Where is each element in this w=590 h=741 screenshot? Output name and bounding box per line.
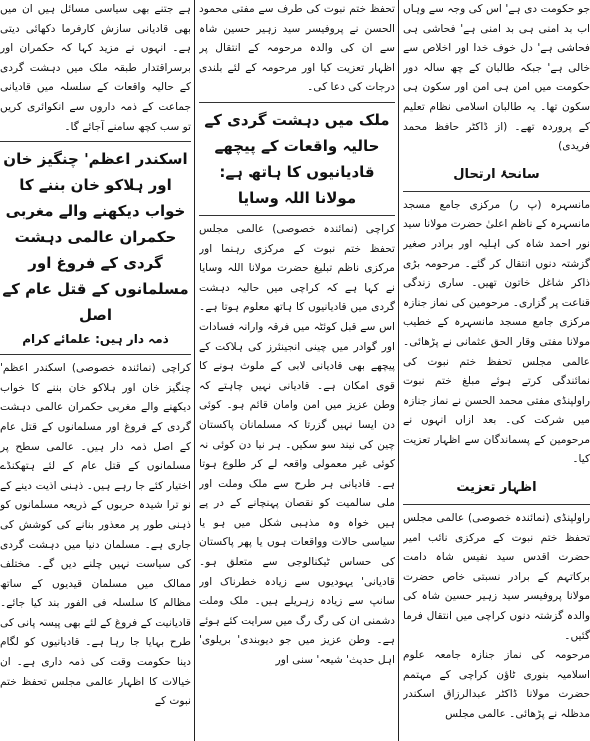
section-heading: سانحۂ ارتحال xyxy=(453,166,540,182)
column-rule xyxy=(398,0,399,741)
article-paragraph: کراچی (نمائندہ خصوصی) اسکندر اعظم' چنگیز خان اور ہلاکو خان بننے کا خواب دیکھنے والے مغربی حکمران عالمی دہشت گردی کے فروغ اور مسلمانوں کے قتل عام کے اصل ذمہ دار ہیں۔ عالمی سطح پر مسلمانوں کے قتل عام کے لئے ہتھکنڈے اختیار کئے جا رہے ہیں۔ ذہنی اذیت دینے کے نو ترا شیدہ حربوں کے ذریعہ مسلمانوں کو ذہنی طور پر معذور بنانے کی کوشش کی جاری ہے۔ مسلمان دنیا میں دہشت گردی کی سیاست نہیں چلنے دیں گے۔ مختلف ممالک میں مسلمان قیدیوں کے ساتھ مظالم کا سلسلہ فی الفور بند کیا جائے۔ قادیانیت کے فروغ کے لئے بھی پیسہ پانی کی طرح بہایا جا رہا ہے۔ قادیانیوں کو لگام دینا حکومت وقت کی ذمہ داری ہے۔ ان خیالات کا اظہار عالمی مجلس تحفظ ختم نبوت کے xyxy=(0,362,191,708)
divider xyxy=(403,191,590,192)
article-paragraph: ہے جتنے بھی سیاسی مسائل ہیں ان میں بھی قادیانی سازش کارفرما دکھائی دیتی ہے۔ انہوں نے مزید کہا کہ حکمران اور برسراقتدار طبقہ ملک میں دہشت گردی کے حالیہ واقعات کے سلسلہ میں قادیانی جماعت کے ذمہ داروں سے انکوائری کریں تو سب کچھ سامنے آجائے گا۔ xyxy=(0,3,191,133)
column-rule xyxy=(194,0,195,741)
divider xyxy=(0,354,191,355)
headline: اسکندر اعظم' چنگیز خان اور ہلاکو خان بننے کا خواب دیکھنے والے مغربی حکمران عالمی دہشت گردی کے فروغ اور مسلمانوں کے قتل عام کے اصل xyxy=(2,150,189,325)
column-middle xyxy=(199,0,395,741)
divider xyxy=(199,102,395,103)
section-heading: اظہار تعزیت xyxy=(456,480,537,496)
article-paragraph: تحفظ ختم نبوت کی طرف سے مفتی محمود الحسن نے پروفیسر سید زہیر حسین شاہ سے ان کی والدہ مرحومہ کے انتقال پر اظہار تعزیت کیا اور مرحومہ کے لئے بلندی درجات کی دعا کی۔ xyxy=(199,3,395,94)
article-paragraph: مانسہرہ (پ ر) مرکزی جامع مسجد مانسہرہ کے ناظم اعلیٰ حضرت مولانا سید نور احمد شاہ کی اہلیہ اور برادر صغیر گزشتہ دنوں انتقال کر گئے۔ مرحومہ بڑی ذاکر شاغل خاتون تھیں۔ ساری زندگی قناعت پر گزاری۔ مرحومین کی نماز جنازہ مرکزی جامع مسجد مانسہرہ کے خطیب مولانا مفتی وقار الحق عثمانی نے پڑھائی۔ عالمی مجلس تحفظ ختم نبوت کی نمائندگی کرتے ہوئے مبلغ ختم نبوت راولپنڈی مفتی محمد الحسن نے نماز جنازہ میں شرکت کی۔ بعد ازاں انہوں نے مرحومین کے پسماندگان سے اظہار تعزیت کیا۔ xyxy=(403,198,590,466)
column-left xyxy=(0,0,191,741)
article-paragraph: راولپنڈی (نمائندہ خصوصی) عالمی مجلس تحفظ ختم نبوت کے مرکزی نائب امیر حضرت اقدس سید نفیس شاہ دامت برکاتہم کے برادر نسبتی خاص حضرت مولانا پروفیسر سید زہیر حسین شاہ کی والدہ گزشتہ دنوں کراچی میں انتقال فرما گئیں۔ xyxy=(403,512,590,642)
article-paragraph: جو حکومت دی ہے' اس کی وجہ سے وہاں اب بد امنی ہی بد امنی ہے' فحاشی ہی فحاشی ہے' دل خوف خدا اور اخلاص سے خالی ہے' جبکہ طالبان کے چھ سالہ دور حکومت میں امن ہی امن اور سکون ہی سکون تھا۔ یہ طالبان اسلامی نظام تعلیم کے پروردہ تھے۔ (از ڈاکٹر حافظ محمد فریدی) xyxy=(403,3,590,153)
divider xyxy=(199,215,395,216)
column-right xyxy=(403,0,590,741)
article-paragraph: کراچی (نمائندہ خصوصی) عالمی مجلس تحفظ ختم نبوت کے مرکزی رہنما اور مرکزی ناظم تبلیغ حضرت مولانا اللہ وسایا نے کہا ہے کہ کراچی میں حالیہ دہشت گردی میں قادیانیوں کا ہاتھ معلوم ہوتا ہے۔ اس سے قبل کوئٹہ میں فرقہ وارانہ فسادات اور گوادر میں چینی انجینئرز کی ہلاکت کے پیچھے بھی قادیانی لابی کے ملوث ہونے کا قوی امکان ہے۔ قادیانی نہیں چاہتے کہ وطن عزیز میں امن وامان قائم ہو۔ کوئی دن ایسا نہیں گزرتا کہ مسلمانان پاکستان چین کی نیند سو سکیں۔ ہر نیا دن کوئی نہ کوئی غیر معمولی واقعہ لے کر طلوع ہوتا ہے۔ قادیانی ہر طرح سے ملک وملت اور ملی سالمیت کو نقصان پہنچانے کے در پے ہیں خواہ وہ مذہبی شکل میں ہو یا سیاسی حالات وواقعات ہوں یا پھر پاکستان کی حساس ٹیکنالوجی سے متعلق ہو۔ قادیانی' یہودیوں سے زیادہ خطرناک اور سانپ سے زیادہ زہریلے ہیں۔ ملک وملت دشمنی ان کی رگ رگ میں سرایت کئے ہوئے ہے۔ وطن عزیز میں جو دیوبندی' بریلوی' اہل حدیث' شیعہ' سنی اور xyxy=(199,222,395,667)
subheadline: ذمہ دار ہیں: علمائے کرام xyxy=(22,332,169,347)
divider xyxy=(0,141,191,142)
article-paragraph: مرحومہ کی نماز جنازہ جامعہ علوم اسلامیہ بنوری ٹاؤن کراچی کے مہتمم حضرت مولانا ڈاکٹر عبدالرزاق اسکندر مدظلہ نے پڑھائی۔ عالمی مجلس xyxy=(403,649,590,720)
divider xyxy=(403,504,590,505)
headline: ملک میں دہشت گردی کے حالیہ واقعات کے پیچھے قادیانیوں کا ہاتھ ہے: مولانا اللہ وسایا xyxy=(204,110,390,207)
